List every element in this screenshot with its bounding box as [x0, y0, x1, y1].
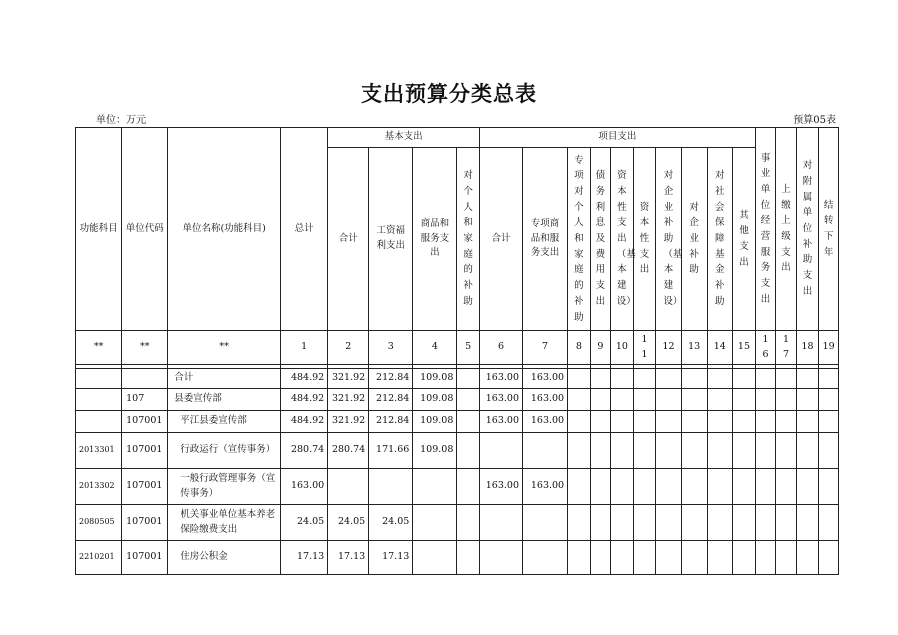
project-total-cell: 163.00: [479, 469, 522, 505]
unit-code: 107001: [122, 411, 168, 433]
wage-cell: [369, 469, 413, 505]
unit-code: 107001: [122, 433, 168, 469]
header-project: 项目支出: [479, 128, 755, 148]
header-project-4: 资本性支出（基本建设）: [611, 148, 634, 331]
func-code: [76, 411, 122, 433]
unit-name: 行政运行（宣传事务）: [168, 433, 281, 469]
header-func-subject: 功能科目: [76, 128, 122, 331]
header-basic-2: 商品和服务支出: [413, 148, 457, 331]
header-project-8: 对社会保障基金补助: [707, 148, 733, 331]
index-cell: **: [122, 331, 168, 365]
total-cell: 17.13: [281, 541, 328, 575]
goods-cell: [413, 469, 457, 505]
wage-cell: 212.84: [369, 411, 413, 433]
table-row: [76, 389, 839, 411]
func-code: [76, 369, 122, 389]
basic-total-cell: 321.92: [328, 389, 369, 411]
index-cell: 1: [281, 331, 328, 365]
index-cell: 9: [590, 331, 611, 365]
goods-cell: 109.08: [413, 433, 457, 469]
header-project-2: 专项对个人和家庭的补助: [568, 148, 591, 331]
project-goods-cell: 163.00: [523, 369, 568, 389]
index-cell: 7: [523, 331, 568, 365]
total-cell: 280.74: [281, 433, 328, 469]
project-total-cell: 163.00: [479, 389, 522, 411]
unit-name: 合计: [168, 369, 281, 389]
unit-code: 107: [122, 389, 168, 411]
index-cell: 3: [369, 331, 413, 365]
goods-cell: [413, 505, 457, 541]
unit-code: 107001: [122, 505, 168, 541]
unit-name: 一般行政管理事务（宣传事务）: [168, 469, 281, 505]
goods-cell: [413, 541, 457, 575]
basic-total-cell: 280.74: [328, 433, 369, 469]
total-cell: 484.92: [281, 389, 328, 411]
func-code: 2210201: [76, 541, 122, 575]
wage-cell: 212.84: [369, 369, 413, 389]
header-project-6: 对企业补助（基本建设）: [656, 148, 682, 331]
budget-table: [75, 127, 839, 575]
project-goods-cell: 163.00: [523, 469, 568, 505]
goods-cell: 109.08: [413, 369, 457, 389]
index-cell: 17: [776, 331, 797, 365]
index-cell: **: [76, 331, 122, 365]
table-row: [76, 433, 839, 469]
unit-name: 住房公积金: [168, 541, 281, 575]
index-cell: 12: [656, 331, 682, 365]
project-total-cell: [479, 505, 522, 541]
project-total-cell: [479, 541, 522, 575]
index-cell: 18: [796, 331, 819, 365]
header-total: 总计: [281, 128, 328, 331]
header-unit-name: 单位名称(功能科目): [168, 128, 281, 331]
goods-cell: 109.08: [413, 389, 457, 411]
basic-total-cell: 24.05: [328, 505, 369, 541]
table-row: [76, 469, 839, 505]
index-cell: 15: [733, 331, 756, 365]
basic-total-cell: [328, 469, 369, 505]
header-other-3: 结转下年: [819, 128, 839, 331]
header-other-2: 对附属单位补助支出: [796, 128, 819, 331]
func-code: [76, 389, 122, 411]
header-row-1: [76, 128, 839, 148]
header-project-5: 资本性支出: [633, 148, 656, 331]
header-other-0: 事业单位经营服务支出: [755, 128, 776, 331]
index-cell: 10: [611, 331, 634, 365]
page-title: 支出预算分类总表: [361, 82, 537, 106]
project-goods-cell: [523, 433, 568, 469]
unit-name: 县委宣传部: [168, 389, 281, 411]
table-row: [76, 505, 839, 541]
unit-name: 平江县委宣传部: [168, 411, 281, 433]
header-basic-3: 对个人和家庭的补助: [457, 148, 480, 331]
basic-total-cell: 17.13: [328, 541, 369, 575]
unit-code: [122, 369, 168, 389]
basic-total-cell: 321.92: [328, 369, 369, 389]
func-code: 2013301: [76, 433, 122, 469]
index-cell: 13: [681, 331, 707, 365]
project-goods-cell: [523, 541, 568, 575]
header-basic-1: 工资福利支出: [369, 148, 413, 331]
table-row: [76, 411, 839, 433]
unit-label: 单位：万元: [96, 115, 146, 126]
basic-total-cell: 321.92: [328, 411, 369, 433]
index-row: [76, 331, 839, 365]
table-row: [76, 541, 839, 575]
project-goods-cell: 163.00: [523, 411, 568, 433]
index-cell: 14: [707, 331, 733, 365]
header-project-7: 对企业补助: [681, 148, 707, 331]
wage-cell: 17.13: [369, 541, 413, 575]
total-cell: 163.00: [281, 469, 328, 505]
index-cell: **: [168, 331, 281, 365]
index-cell: 4: [413, 331, 457, 365]
header-project-1: 专项商品和服务支出: [523, 148, 568, 331]
index-cell: 6: [479, 331, 522, 365]
total-cell: 484.92: [281, 411, 328, 433]
header-basic-0: 合计: [328, 148, 369, 331]
wage-cell: 24.05: [369, 505, 413, 541]
wage-cell: 171.66: [369, 433, 413, 469]
goods-cell: 109.08: [413, 411, 457, 433]
func-code: 2080505: [76, 505, 122, 541]
header-project-9: 其他支出: [733, 148, 756, 331]
header-project-0: 合计: [479, 148, 522, 331]
index-cell: 16: [755, 331, 776, 365]
project-total-cell: 163.00: [479, 369, 522, 389]
project-goods-cell: 163.00: [523, 389, 568, 411]
func-code: 2013302: [76, 469, 122, 505]
header-unit-code: 单位代码: [122, 128, 168, 331]
index-cell: 5: [457, 331, 480, 365]
unit-name: 机关事业单位基本养老保险缴费支出: [168, 505, 281, 541]
wage-cell: 212.84: [369, 389, 413, 411]
form-number: 预算05表: [793, 115, 836, 126]
index-cell: 19: [819, 331, 839, 365]
index-cell: 8: [568, 331, 591, 365]
header-other-1: 上缴上级支出: [776, 128, 797, 331]
project-total-cell: [479, 433, 522, 469]
header-project-3: 债务利息及费用支出: [590, 148, 611, 331]
total-cell: 24.05: [281, 505, 328, 541]
unit-code: 107001: [122, 541, 168, 575]
project-goods-cell: [523, 505, 568, 541]
index-cell: 11: [633, 331, 656, 365]
total-cell: 484.92: [281, 369, 328, 389]
unit-code: 107001: [122, 469, 168, 505]
header-basic: 基本支出: [328, 128, 480, 148]
index-cell: 2: [328, 331, 369, 365]
table-row: [76, 369, 839, 389]
project-total-cell: 163.00: [479, 411, 522, 433]
